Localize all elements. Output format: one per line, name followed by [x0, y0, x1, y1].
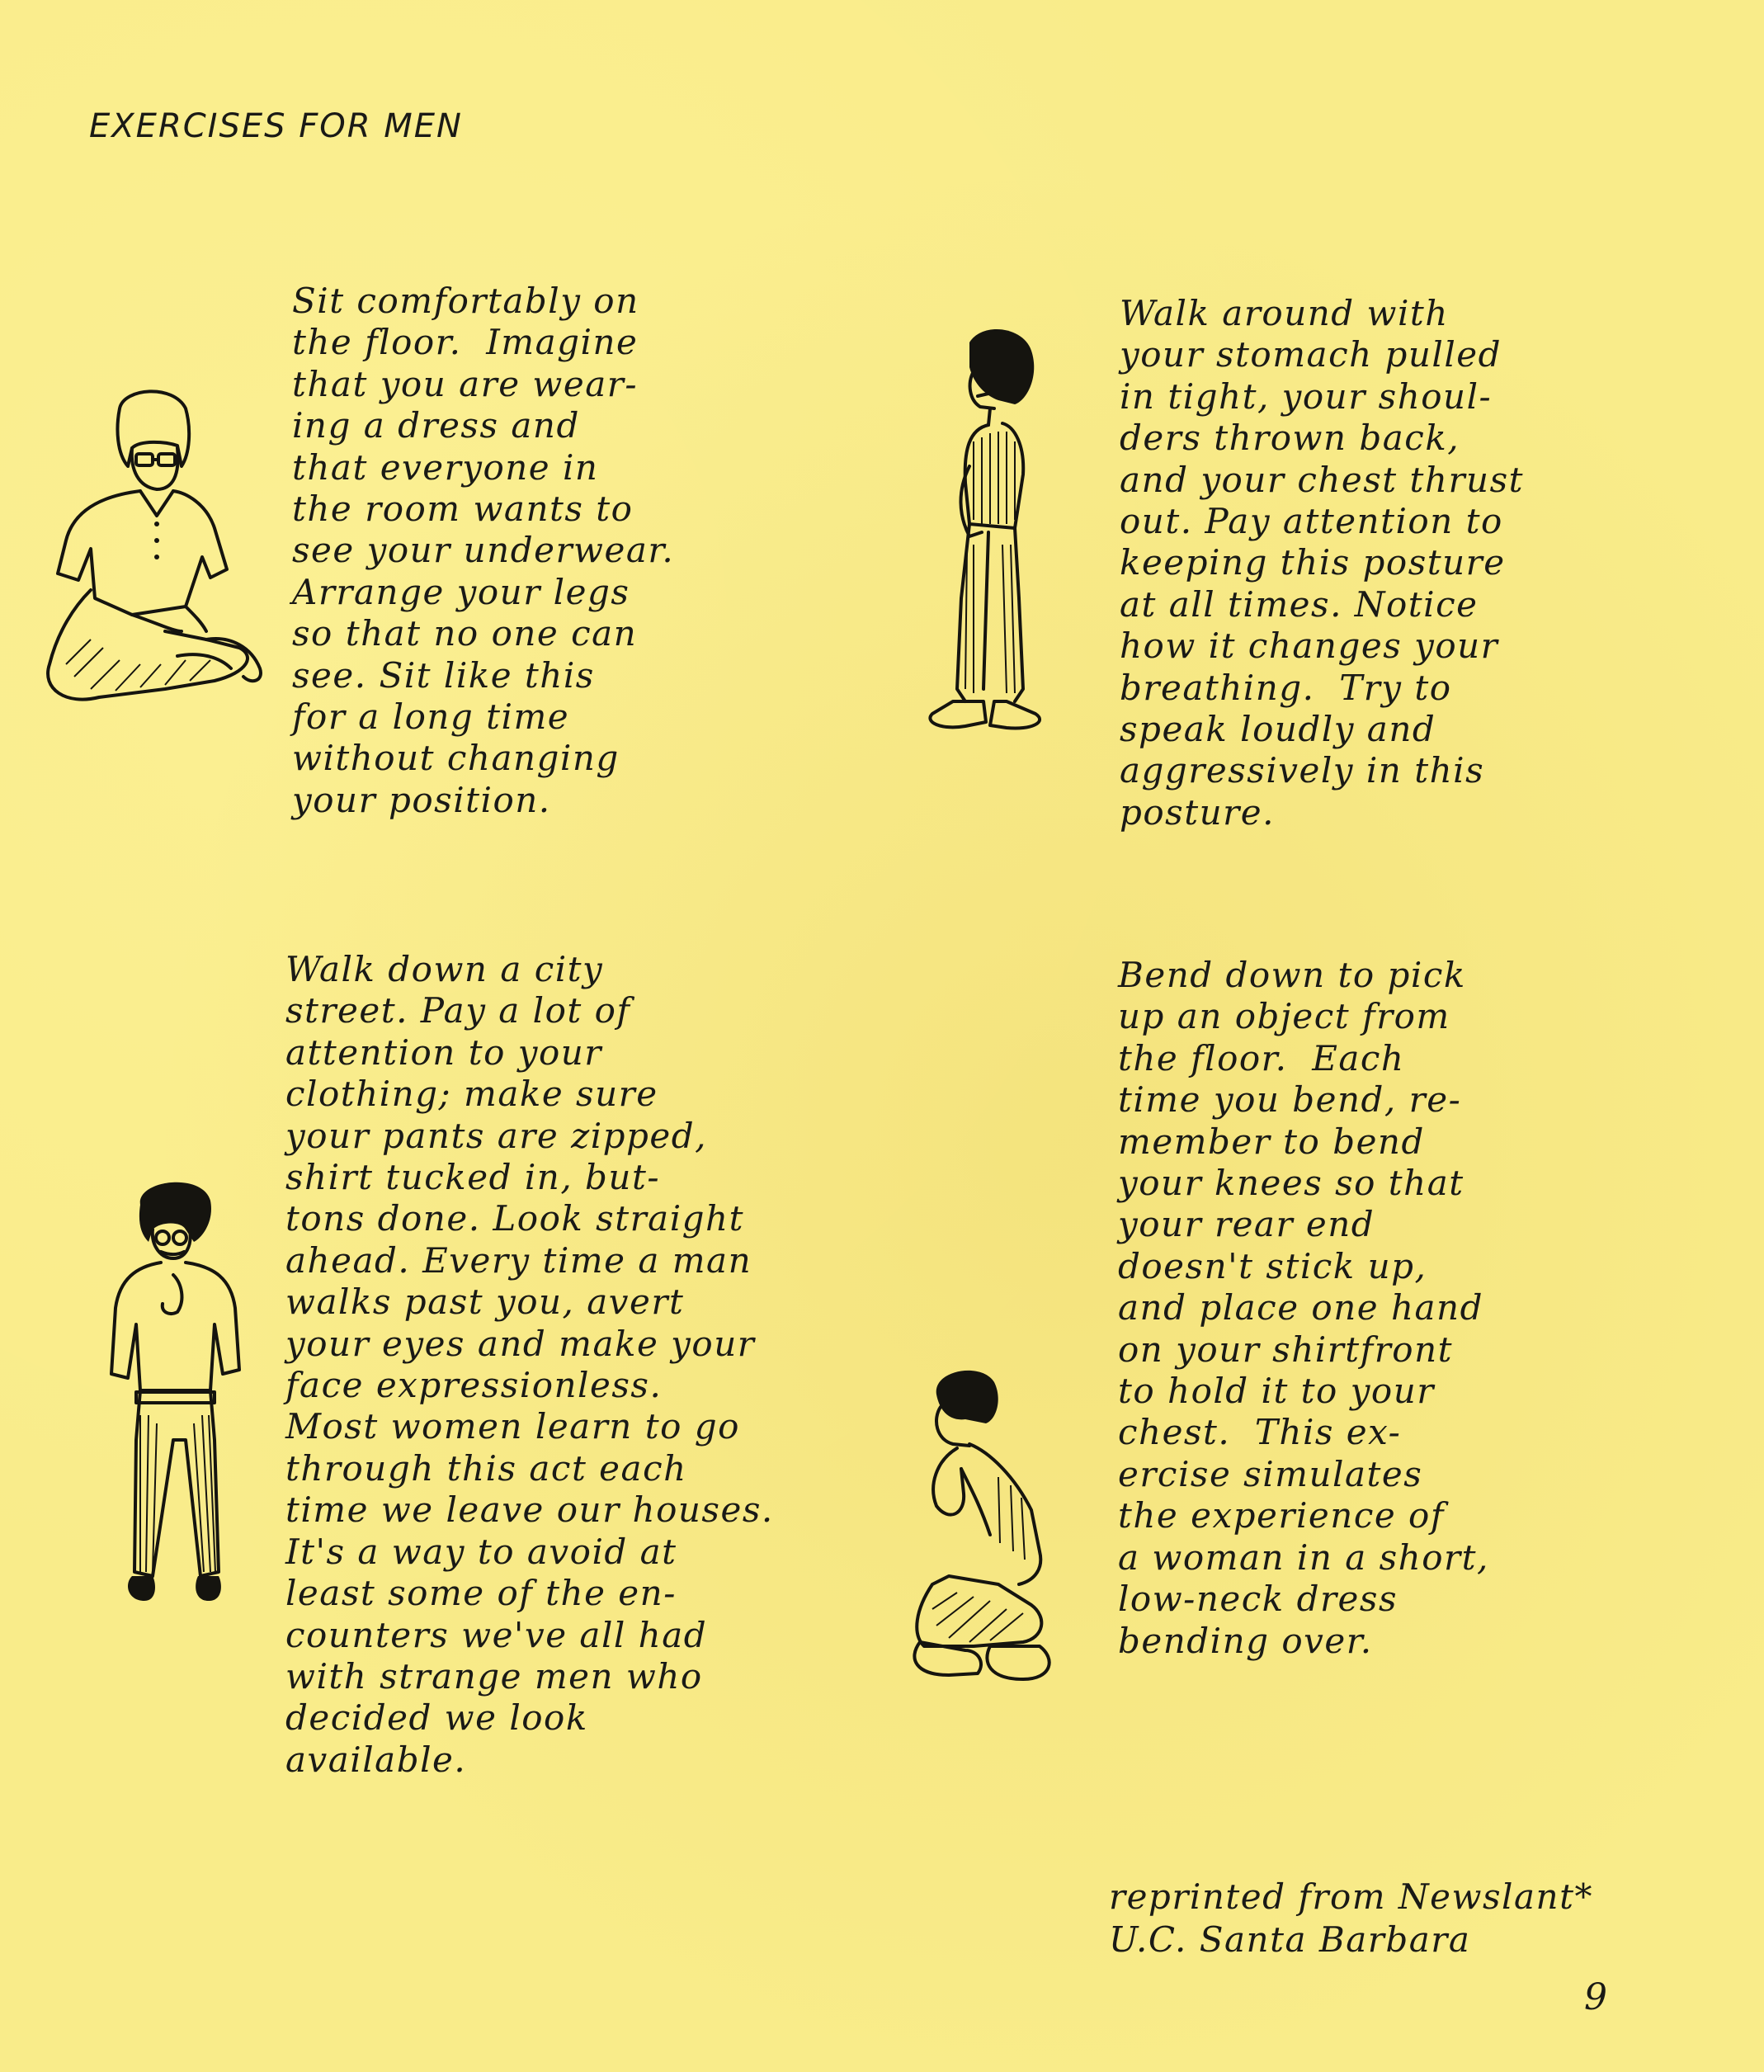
bending-man-illustration	[899, 1362, 1064, 1700]
sitting-man-illustration	[41, 384, 281, 739]
street-man-illustration	[103, 1176, 260, 1630]
credit-line-institution: U.C. Santa Barbara	[1109, 1919, 1471, 1960]
walking-man-illustration	[891, 326, 1056, 772]
credit-line-source: reprinted from Newslant*	[1109, 1876, 1593, 1917]
reprint-credit	[1109, 1876, 1593, 1961]
exercise-street-text: Walk down a city street. Pay a lot of attention to your clothing; make sure your pants are zipped, shirt tucked in, but- tons done. Look straight ahead. Every time a man walks past you, avert your eyes and make your face expressionless. Most women learn to go through this act each time we leave our houses. It's a way to avoid at least some of the en- counters we've all had with strange men who decided we look available.	[285, 949, 774, 1780]
exercise-sitting-text: Sit comfortably on the floor. Imagine that you are wear- ing a dress and that everyone in the room wants to see your underwear. Arrange your legs so that no one can see. Sit like this for a long time without changing your position.	[292, 281, 675, 820]
exercise-posture-text: Walk around with your stomach pulled in tight, your shoul- ders thrown back, and your chest thrust out. Pay attention to keeping this posture at all times. Notice how it changes your breathing. Try to speak loudly and aggressively in this posture.	[1120, 293, 1525, 833]
exercise-bending-text: Bend down to pick up an object from the floor. Each time you bend, re- member to bend your knees so that your rear end doesn't stick up, and place one hand on your shirtfront to hold it to your chest. This ex- ercise simulates the experience of a woman in a short, low-neck dress bending over.	[1118, 955, 1489, 1661]
page-title: EXERCISES FOR MEN	[89, 107, 463, 145]
page-number: 9	[1584, 1976, 1607, 2018]
